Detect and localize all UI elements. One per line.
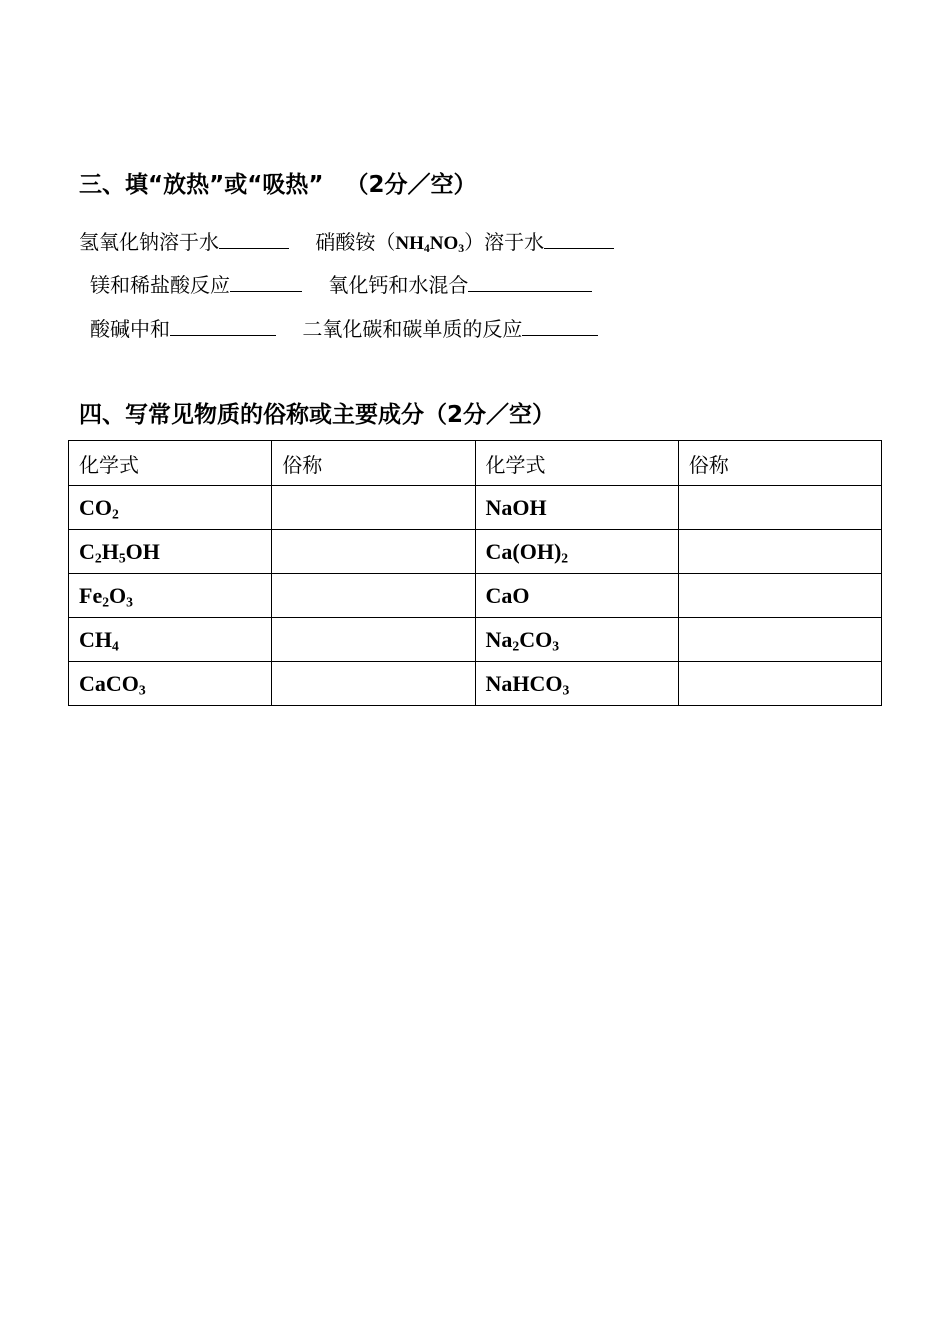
- formula-cell: [475, 618, 678, 662]
- section3-title: 三、填“放热”或“吸热” （2分／空）: [79, 172, 477, 198]
- question-co2-carbon: 二氧化碳和碳单质的反应: [302, 317, 523, 341]
- question-nh4no3-dissolve: 硝酸铵$(NH_4NO_3)$溶于水: [315, 230, 545, 255]
- common-name-cell[interactable]: [678, 662, 881, 706]
- table-row: [69, 574, 882, 618]
- question-neutralization: 酸碱中和: [90, 317, 170, 341]
- formula-text: CH: [79, 626, 112, 652]
- common-name-cell[interactable]: [678, 486, 881, 530]
- formula-text: Fe: [79, 582, 103, 608]
- formula-text: O: [109, 582, 127, 608]
- formula-cell: [69, 486, 272, 530]
- common-name-cell[interactable]: [678, 618, 881, 662]
- formula-subscript: 3: [552, 637, 560, 653]
- header-common-name-1: 俗称: [272, 441, 475, 486]
- answer-blank[interactable]: [468, 273, 592, 292]
- table-header-row: [69, 441, 882, 486]
- formula-text: CaCO: [79, 670, 139, 696]
- formula-subscript: 3: [138, 681, 146, 697]
- formula-text: NaHCO: [485, 670, 563, 696]
- formula-cell: [475, 662, 678, 706]
- common-name-cell[interactable]: [272, 530, 475, 574]
- formula-text: CaO: [485, 582, 530, 608]
- table-row: [69, 486, 882, 530]
- formula-cell: [69, 574, 272, 618]
- question-line-1: [79, 226, 614, 255]
- table-row: [69, 618, 882, 662]
- common-name-cell[interactable]: [272, 574, 475, 618]
- section4-title: 四、写常见物质的俗称或主要成分（2分／空）: [79, 402, 556, 428]
- formula-text: C: [79, 538, 95, 564]
- formula-subscript: 4: [112, 637, 119, 653]
- formula-text: NaOH: [485, 494, 547, 520]
- common-name-cell[interactable]: [272, 618, 475, 662]
- answer-blank[interactable]: [219, 230, 289, 249]
- table-row: [69, 530, 882, 574]
- common-name-cell[interactable]: [678, 530, 881, 574]
- formula-cell: [69, 618, 272, 662]
- formula-cell: [475, 574, 678, 618]
- table-row: [69, 662, 882, 706]
- header-formula-1: 化学式: [69, 441, 272, 486]
- formula-text: Ca(OH): [485, 538, 562, 564]
- question-cao-water: 氧化钙和水混合: [328, 273, 469, 297]
- question-mg-hcl: 镁和稀盐酸反应: [90, 273, 230, 297]
- formula-subscript: 2: [561, 549, 569, 565]
- formula-text: OH: [125, 538, 160, 564]
- formula-subscript: 3: [562, 681, 570, 697]
- formula-cell: [69, 530, 272, 574]
- header-common-name-2: 俗称: [678, 441, 881, 486]
- common-name-cell[interactable]: [678, 574, 881, 618]
- formula-subscript: 2: [512, 637, 520, 653]
- formula-text: CO: [79, 494, 112, 520]
- formula-subscript: 2: [94, 549, 102, 565]
- answer-blank[interactable]: [230, 273, 302, 292]
- formula-subscript: 5: [118, 549, 126, 565]
- common-name-cell[interactable]: [272, 486, 475, 530]
- formula-subscript: 3: [126, 593, 133, 609]
- question-line-2: [90, 269, 592, 298]
- formula-text: Na: [485, 626, 513, 652]
- question-line-3: [90, 313, 598, 342]
- answer-blank[interactable]: [544, 230, 614, 249]
- chemical-names-table: [68, 440, 882, 706]
- question-nahso-dissolve: 氢氧化钠溶于水: [79, 230, 219, 254]
- formula-cell: [69, 662, 272, 706]
- formula-text: CO: [519, 626, 553, 652]
- formula-subscript: 2: [112, 505, 119, 521]
- formula-text: H: [101, 538, 119, 564]
- formula-subscript: 2: [102, 593, 110, 609]
- formula-cell: [475, 486, 678, 530]
- answer-blank[interactable]: [170, 317, 276, 336]
- header-formula-2: 化学式: [475, 441, 678, 486]
- common-name-cell[interactable]: [272, 662, 475, 706]
- answer-blank[interactable]: [522, 317, 598, 336]
- formula-cell: [475, 530, 678, 574]
